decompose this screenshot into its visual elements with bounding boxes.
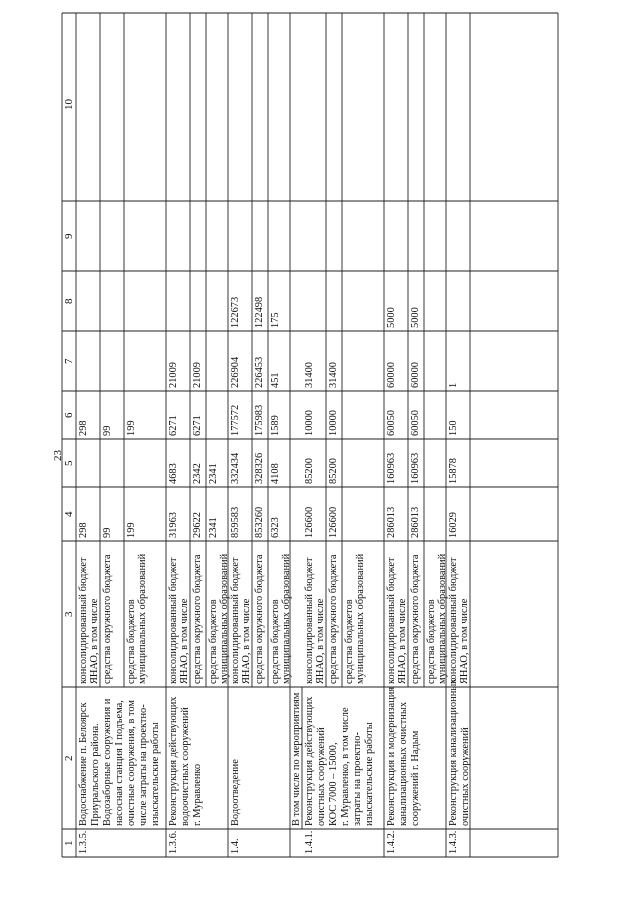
row-number: 1.3.6. xyxy=(168,830,179,854)
project-name-line: г. Муравленко xyxy=(192,763,203,826)
budget-value: 286013 xyxy=(410,506,421,538)
funding-source-line: муниципальных образований xyxy=(355,553,366,684)
budget-value: 21009 xyxy=(192,362,203,388)
budget-value: 298 xyxy=(78,420,89,436)
budget-value: 5000 xyxy=(386,307,397,328)
funding-source-line: средства бюджетов xyxy=(270,599,281,684)
section-title: В том числе по мероприятиям xyxy=(291,692,302,826)
budget-value: 332434 xyxy=(230,452,241,484)
funding-source-line: консолидированный бюджет xyxy=(448,557,459,684)
funding-source-line: консолидированный бюджет xyxy=(168,557,179,684)
column-header-8: 8 xyxy=(63,298,75,304)
funding-source-line: ЯНАО, в том числе xyxy=(89,598,100,684)
project-name-line: Водозаборные сооружения и xyxy=(102,698,113,826)
project-name-line: Реконструкция канализационных xyxy=(448,678,459,826)
funding-source-line: ЯНАО, в том числе xyxy=(179,598,190,684)
budget-value: 199 xyxy=(126,522,137,538)
funding-source-line: ЯНАО, в том числе xyxy=(459,598,470,684)
budget-value: 10000 xyxy=(304,410,315,436)
budget-value: 2342 xyxy=(192,463,203,484)
budget-value: 60050 xyxy=(386,410,397,436)
budget-value: 16029 xyxy=(448,512,459,538)
budget-value: 1 xyxy=(448,382,459,388)
budget-table xyxy=(62,13,558,857)
budget-value: 5000 xyxy=(410,307,421,328)
budget-value: 126600 xyxy=(328,506,339,538)
budget-value: 175983 xyxy=(254,404,265,436)
budget-value: 99 xyxy=(102,425,113,436)
budget-value: 122673 xyxy=(230,296,241,328)
budget-value: 60000 xyxy=(386,362,397,388)
budget-value: 126600 xyxy=(304,506,315,538)
funding-source-line: консолидированный бюджет xyxy=(78,557,89,684)
funding-source-line: ЯНАО, в том числе xyxy=(315,598,326,684)
column-header-1: 1 xyxy=(63,840,75,846)
budget-value: 60050 xyxy=(410,410,421,436)
budget-value: 60000 xyxy=(410,362,421,388)
row-number: 1.3.5. xyxy=(78,830,89,854)
budget-value: 122498 xyxy=(254,296,265,328)
budget-value: 150 xyxy=(448,420,459,436)
budget-value: 226904 xyxy=(230,356,241,388)
budget-value: 226453 xyxy=(254,356,265,388)
budget-value: 6271 xyxy=(192,415,203,436)
budget-value: 29622 xyxy=(192,512,203,538)
budget-value: 31963 xyxy=(168,512,179,538)
project-name-line: Реконструкция действующих xyxy=(304,696,315,826)
project-name-line: изыскательские работы xyxy=(364,722,375,826)
page-number: 23 xyxy=(52,450,64,461)
funding-source-line: консолидированный бюджет xyxy=(304,557,315,684)
column-header-9: 9 xyxy=(63,233,75,239)
budget-value: 4683 xyxy=(168,463,179,484)
column-header-4: 4 xyxy=(63,511,75,517)
funding-source-line: средства окружного бюджета xyxy=(192,554,203,684)
funding-source-line: ЯНАО, в том числе xyxy=(241,598,252,684)
funding-source-line: консолидированный бюджет xyxy=(230,557,241,684)
column-header-2: 2 xyxy=(63,755,75,761)
funding-source-line: средства бюджетов xyxy=(426,599,437,684)
project-name-line: очистных сооружений xyxy=(460,727,471,826)
project-name-line: КОС 7000 – 15000, xyxy=(328,742,339,826)
budget-value: 1589 xyxy=(270,415,281,436)
row-number: 1.4.1. xyxy=(304,830,315,854)
budget-value: 6271 xyxy=(168,415,179,436)
budget-value: 451 xyxy=(270,372,281,388)
project-name-line: очистные сооружения, в том xyxy=(126,700,137,826)
project-name-line: Водоотведение xyxy=(230,759,241,826)
budget-value: 160963 xyxy=(386,452,397,484)
budget-value: 99 xyxy=(102,527,113,538)
column-header-6: 6 xyxy=(63,412,75,418)
budget-value: 175 xyxy=(270,312,281,328)
budget-value: 859583 xyxy=(230,506,241,538)
budget-value: 160963 xyxy=(410,452,421,484)
project-name-line: Водоснабжение п. Белоярск xyxy=(78,702,89,826)
funding-source-line: средства окружного бюджета xyxy=(254,554,265,684)
budget-value: 328326 xyxy=(254,452,265,484)
project-name-line: сооружений г. Надым xyxy=(410,730,421,826)
budget-value: 2341 xyxy=(208,517,219,538)
budget-value: 6323 xyxy=(270,517,281,538)
budget-value: 31400 xyxy=(304,362,315,388)
column-header-5: 5 xyxy=(63,460,75,466)
row-number: 1.4. xyxy=(230,838,241,854)
project-name-line: насосная станция I подъема, xyxy=(114,700,125,826)
project-name-line: г. Муравленко, в том числе xyxy=(340,707,351,826)
row-number: 1.4.2. xyxy=(386,830,397,854)
project-name-line: числе затраты на проектно- xyxy=(138,704,149,826)
funding-source-line: муниципальных образований xyxy=(137,553,148,684)
funding-source-line: муниципальных образований xyxy=(219,553,230,684)
project-name-line: водоочистных сооружений xyxy=(180,707,191,826)
budget-value: 853260 xyxy=(254,506,265,538)
budget-value: 4108 xyxy=(270,463,281,484)
budget-value: 31400 xyxy=(328,362,339,388)
budget-value: 177572 xyxy=(230,404,241,436)
funding-source-line: ЯНАО, в том числе xyxy=(397,598,408,684)
funding-source-line: муниципальных образований xyxy=(281,553,292,684)
funding-source-line: средства бюджетов xyxy=(126,599,137,684)
funding-source-line: средства бюджетов xyxy=(208,599,219,684)
project-name-line: изыскательские работы xyxy=(150,722,161,826)
budget-value: 85200 xyxy=(304,458,315,484)
project-name-line: Приуральского района. xyxy=(90,723,101,826)
budget-value: 15878 xyxy=(448,458,459,484)
project-name-line: Реконструкция действующих xyxy=(168,696,179,826)
funding-source-line: средства бюджетов xyxy=(344,599,355,684)
budget-value: 298 xyxy=(78,522,89,538)
funding-source-line: консолидированный бюджет xyxy=(386,557,397,684)
project-name-line: затраты на проектно- xyxy=(352,732,363,826)
budget-value: 10000 xyxy=(328,410,339,436)
budget-value: 85200 xyxy=(328,458,339,484)
funding-source-line: средства окружного бюджета xyxy=(410,554,421,684)
project-name-line: очистных сооружений xyxy=(316,727,327,826)
funding-source-line: средства окружного бюджета xyxy=(102,554,113,684)
column-header-7: 7 xyxy=(63,358,75,364)
budget-value: 21009 xyxy=(168,362,179,388)
funding-source-line: средства окружного бюджета xyxy=(328,554,339,684)
budget-value: 199 xyxy=(126,420,137,436)
project-name-line: канализационных очистных xyxy=(398,701,409,826)
column-header-10: 10 xyxy=(63,99,75,110)
budget-value: 2341 xyxy=(208,463,219,484)
project-name-line: Реконструкция и модернизация xyxy=(386,686,397,826)
column-header-3: 3 xyxy=(63,611,75,617)
funding-source-line: муниципальных образований xyxy=(437,553,448,684)
budget-value: 286013 xyxy=(386,506,397,538)
row-number: 1.4.3. xyxy=(448,830,459,854)
